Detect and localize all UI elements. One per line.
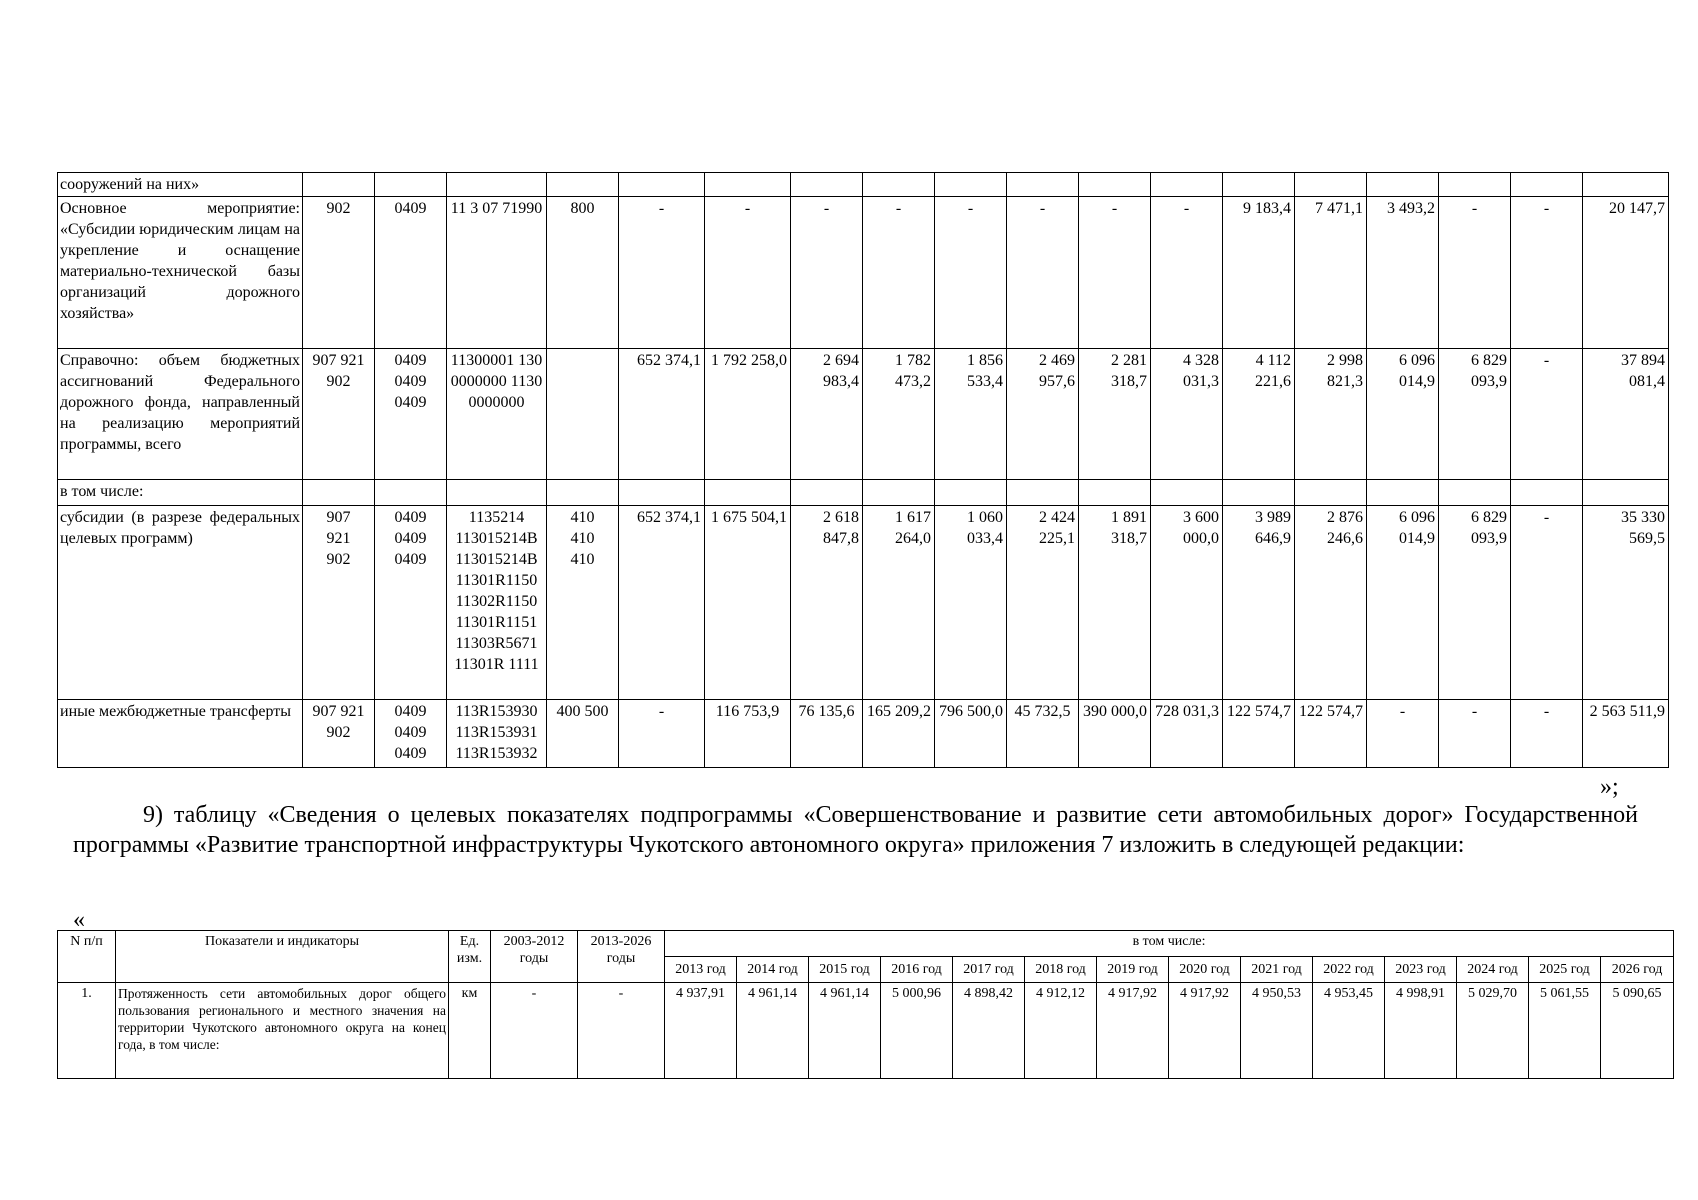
cell-value: 6 096 014,9 xyxy=(1367,349,1439,480)
cell-value: 390 000,0 xyxy=(1079,700,1151,768)
cell-value: 5 000,96 xyxy=(881,983,953,1079)
cell-value: 6 096 014,9 xyxy=(1367,506,1439,700)
cell-value: 4 898,42 xyxy=(953,983,1025,1079)
cell-target: 1135214 113015214В 113015214В 11301R1150 11302R1150 11301R1151 11303R5671 11301R 1111 xyxy=(447,506,547,700)
header-row xyxy=(58,931,1674,957)
cell-value: - xyxy=(619,197,705,349)
cell-value: 4 917,92 xyxy=(1097,983,1169,1079)
cell-value: 2 998 821,3 xyxy=(1295,349,1367,480)
cell-value: - xyxy=(935,197,1007,349)
cell-value: 3 493,2 xyxy=(1367,197,1439,349)
cell-value: 4 112 221,6 xyxy=(1223,349,1295,480)
cell-value: - xyxy=(1511,197,1583,349)
cell-value: 2 876 246,6 xyxy=(1295,506,1367,700)
cell-value: 796 500,0 xyxy=(935,700,1007,768)
cell-value: - xyxy=(1439,197,1511,349)
cell-value: 4 950,53 xyxy=(1241,983,1313,1079)
row-num: 1. xyxy=(58,983,116,1079)
row-description: Основное мероприятие: «Субсидии юридическим лицам на укрепление и оснащение материально-технической базы организаций дорожного хозяйства» xyxy=(58,197,303,349)
header-year: 2019 год xyxy=(1097,957,1169,983)
header-unit: Ед. изм. xyxy=(449,931,491,983)
cell-gr: 907 921 902 xyxy=(303,506,375,700)
cell-value: 4 917,92 xyxy=(1169,983,1241,1079)
cell-value: - xyxy=(705,197,791,349)
row-description: иные межбюджетные трансферты xyxy=(58,700,303,768)
cell-value: 2 618 847,8 xyxy=(791,506,863,700)
header-year: 2016 год xyxy=(881,957,953,983)
table-row xyxy=(58,173,1669,197)
cell-gr: 907 921 902 xyxy=(303,700,375,768)
row-description: в том числе: xyxy=(58,480,303,506)
header-num: N п/п xyxy=(58,931,116,983)
cell-value: 1 856 533,4 xyxy=(935,349,1007,480)
cell-value: - xyxy=(1079,197,1151,349)
row-unit: км xyxy=(449,983,491,1079)
cell-section: 0409 xyxy=(375,197,447,349)
table-row xyxy=(58,197,1669,349)
header-including: в том числе: xyxy=(665,931,1674,957)
cell-value: 652 374,1 xyxy=(619,349,705,480)
header-period-1: 2003-2012 годы xyxy=(491,931,578,983)
cell-section: 0409 0409 0409 xyxy=(375,349,447,480)
cell-value: 7 471,1 xyxy=(1295,197,1367,349)
cell-total: 20 147,7 xyxy=(1583,197,1669,349)
cell-value: 4 998,91 xyxy=(1385,983,1457,1079)
header-year: 2018 год xyxy=(1025,957,1097,983)
cell-value: 1 782 473,2 xyxy=(863,349,935,480)
cell-value: 116 753,9 xyxy=(705,700,791,768)
cell-value: 652 374,1 xyxy=(619,506,705,700)
table-row xyxy=(58,349,1669,480)
cell-value: 4 961,14 xyxy=(737,983,809,1079)
cell-value: 9 183,4 xyxy=(1223,197,1295,349)
table-row xyxy=(58,983,1674,1079)
cell-value: - xyxy=(1151,197,1223,349)
cell-value: 5 090,65 xyxy=(1601,983,1674,1079)
cell-section: 0409 0409 0409 xyxy=(375,506,447,700)
cell-value: 1 792 258,0 xyxy=(705,349,791,480)
cell-value: 1 675 504,1 xyxy=(705,506,791,700)
cell-value: 1 060 033,4 xyxy=(935,506,1007,700)
cell-type: 410 410 410 xyxy=(547,506,619,700)
row-description: сооружений на них» xyxy=(58,173,303,197)
header-year: 2014 год xyxy=(737,957,809,983)
cell-total: 2 563 511,9 xyxy=(1583,700,1669,768)
cell-section: 0409 0409 0409 xyxy=(375,700,447,768)
cell-type: 400 500 xyxy=(547,700,619,768)
row-period-2: - xyxy=(578,983,665,1079)
cell-value: 45 732,5 xyxy=(1007,700,1079,768)
cell-target: 11 3 07 71990 xyxy=(447,197,547,349)
cell-value: 122 574,7 xyxy=(1223,700,1295,768)
header-year: 2023 год xyxy=(1385,957,1457,983)
cell-value: 4 328 031,3 xyxy=(1151,349,1223,480)
cell-value: - xyxy=(1367,700,1439,768)
table-row xyxy=(58,700,1669,768)
cell-value: 4 912,12 xyxy=(1025,983,1097,1079)
header-year: 2015 год xyxy=(809,957,881,983)
cell-value: 2 424 225,1 xyxy=(1007,506,1079,700)
target-indicators-table xyxy=(57,930,1674,1079)
cell-value: - xyxy=(1511,700,1583,768)
cell-value: 6 829 093,9 xyxy=(1439,349,1511,480)
header-year: 2026 год xyxy=(1601,957,1674,983)
cell-target: 113R153930 113R153931 113R153932 xyxy=(447,700,547,768)
cell-value: 3 600 000,0 xyxy=(1151,506,1223,700)
row-period-1: - xyxy=(491,983,578,1079)
cell-gr: 907 921 902 xyxy=(303,349,375,480)
cell-type: 800 xyxy=(547,197,619,349)
table-row xyxy=(58,506,1669,700)
header-year: 2013 год xyxy=(665,957,737,983)
cell-value: 5 061,55 xyxy=(1529,983,1601,1079)
cell-value: - xyxy=(1007,197,1079,349)
cell-value: 2 694 983,4 xyxy=(791,349,863,480)
cell-value: - xyxy=(1511,349,1583,480)
cell-total: 37 894 081,4 xyxy=(1583,349,1669,480)
cell-value: 122 574,7 xyxy=(1295,700,1367,768)
cell-value: 4 953,45 xyxy=(1313,983,1385,1079)
cell-value: 76 135,6 xyxy=(791,700,863,768)
row-description: Протяженность сети автомобильных дорог общего пользования регионального и местного значения на территории Чукотского автономного округа на конец года, в том числе: xyxy=(116,983,449,1079)
cell-value: 5 029,70 xyxy=(1457,983,1529,1079)
budget-allocation-table xyxy=(57,172,1669,768)
cell-value: 4 961,14 xyxy=(809,983,881,1079)
cell-value: 6 829 093,9 xyxy=(1439,506,1511,700)
header-indicators: Показатели и индикаторы xyxy=(116,931,449,983)
header-year: 2024 год xyxy=(1457,957,1529,983)
row-description: субсидии (в разрезе федеральных целевых программ) xyxy=(58,506,303,700)
cell-total: 35 330 569,5 xyxy=(1583,506,1669,700)
header-year: 2025 год xyxy=(1529,957,1601,983)
cell-value: - xyxy=(1511,506,1583,700)
opening-quote: « xyxy=(73,907,85,933)
cell-value: - xyxy=(619,700,705,768)
table-row xyxy=(58,480,1669,506)
cell-value: 3 989 646,9 xyxy=(1223,506,1295,700)
row-description: Справочно: объем бюджетных ассигнований Федерального дорожного фонда, направленный на реализацию мероприятий программы, всего xyxy=(58,349,303,480)
cell-value: 728 031,3 xyxy=(1151,700,1223,768)
cell-value: 2 281 318,7 xyxy=(1079,349,1151,480)
cell-value: 4 937,91 xyxy=(665,983,737,1079)
cell-value: 1 891 318,7 xyxy=(1079,506,1151,700)
cell-value: - xyxy=(863,197,935,349)
cell-type xyxy=(547,349,619,480)
header-year: 2017 год xyxy=(953,957,1025,983)
header-year: 2020 год xyxy=(1169,957,1241,983)
cell-value: 2 469 957,6 xyxy=(1007,349,1079,480)
cell-value: - xyxy=(1439,700,1511,768)
header-period-2: 2013-2026 годы xyxy=(578,931,665,983)
cell-value: 165 209,2 xyxy=(863,700,935,768)
cell-gr: 902 xyxy=(303,197,375,349)
cell-target: 11300001 1300000000 11300000000 xyxy=(447,349,547,480)
cell-value: 1 617 264,0 xyxy=(863,506,935,700)
cell-value: - xyxy=(791,197,863,349)
amendment-paragraph: 9) таблицу «Сведения о целевых показателях подпрограммы «Совершенствование и развитие сети автомобильных дорог» Государственной программы «Развитие транспортной инфраструктуры Чукотского автономного округа» приложения 7 изложить в следующей редакции: xyxy=(73,802,1638,858)
header-year: 2022 год xyxy=(1313,957,1385,983)
header-year: 2021 год xyxy=(1241,957,1313,983)
closing-quote: »; xyxy=(1600,774,1619,800)
